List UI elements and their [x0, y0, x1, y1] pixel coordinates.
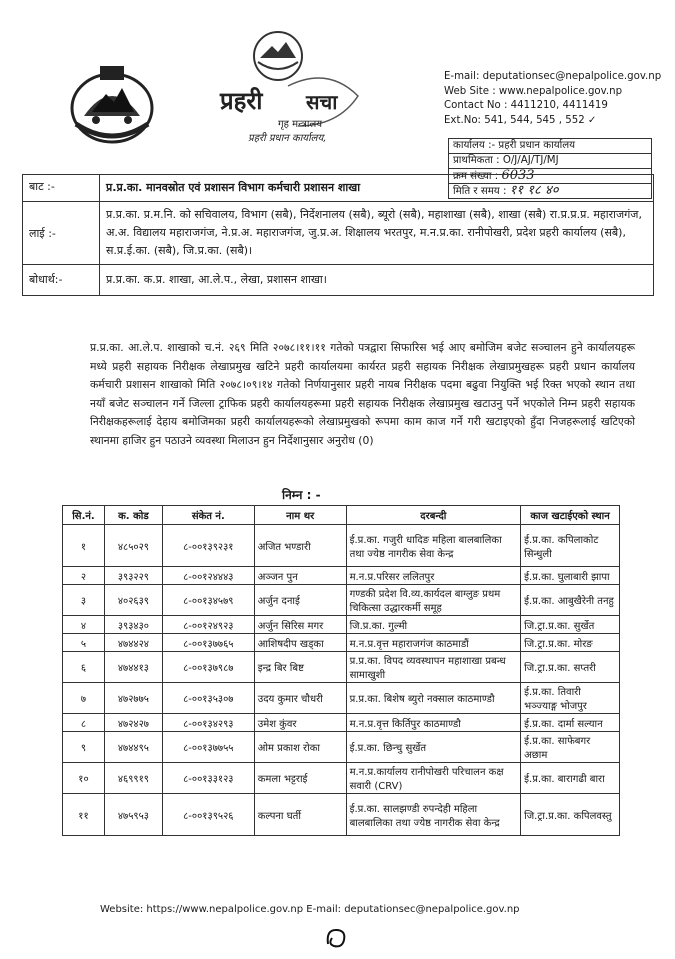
- cell-name: कल्पना घर्ती: [254, 794, 346, 836]
- signature-mark: [322, 924, 352, 954]
- to-row: [23, 201, 653, 264]
- stamp-office-text: प्रहरी प्रधान कार्यालय,: [248, 133, 327, 144]
- cell-darbandi: ई.प्र.का. गजुरी धादिङ महिला बालबालिका तथा ज्येष्ठ नागरीक सेवा केन्द्र: [346, 525, 521, 567]
- footer-text: Website: https://www.nepalpolice.gov.np E-mail: deputationsec@nepalpolice.gov.np: [100, 904, 520, 915]
- table-row: [63, 794, 620, 836]
- cell-name: आशिषदीप खड्का: [254, 634, 346, 652]
- cell-darbandi: म.न.प्र.परिसर ललितपुर: [346, 567, 521, 585]
- cell-sn: ७: [63, 683, 105, 714]
- cell-kaj: ई.प्र.का. आबुखैरेनी तनहु: [521, 585, 620, 616]
- cell-sanket: ८-००१३७९८७: [162, 652, 254, 683]
- table-row: [63, 567, 620, 585]
- cell-code: ४६९९१९: [104, 763, 162, 794]
- contact-info: [444, 70, 661, 128]
- priority-row: प्राथमिकता : O/J/AJ/TJ/MJ: [448, 153, 652, 168]
- from-row: [23, 175, 653, 201]
- table-header-row: [63, 506, 620, 525]
- cell-name: कमला भट्टराई: [254, 763, 346, 794]
- cell-code: ४७५९५३: [104, 794, 162, 836]
- cell-darbandi: गण्डकी प्रदेश वि.व्य.कार्यदल बाग्लुङ प्रथम चिकित्सा उद्धारकर्मी समूह: [346, 585, 521, 616]
- cell-code: ४०२६३९: [104, 585, 162, 616]
- table-row: [63, 616, 620, 634]
- cell-sn: १: [63, 525, 105, 567]
- cell-sanket: ८-००१३४५७९: [162, 585, 254, 616]
- cell-darbandi: ई.प्र.का. छिन्चु सुर्खेत: [346, 732, 521, 763]
- cell-name: अर्जुन सिरिस मगर: [254, 616, 346, 634]
- cell-name: अजित भण्डारी: [254, 525, 346, 567]
- date-value: ११ १८ ४०: [509, 183, 559, 198]
- body-paragraph: प्र.प्र.का. आ.ले.प. शाखाको च.नं. २६९ मिति २०७८।११।११ गतेको पत्रद्वारा सिफारिस भई आए बमोजिम बजेट सञ्चालन हुने कार्यालयहरू मध्ये प्रहरी सहायक निरीक्षक लेखाप्रमुख खटिने प्रहरी कार्यालयमा कार्यरत प्रहरी सहायक निरीक्षक लेखाप्रमुखहरू प्रहरी प्रधान कार्यालय कर्मचारी प्रशासन शाखाको मिति २०७८।०९।१४ गतेको निर्णयानुसार प्रहरी नायब निरीक्षक पदमा बढुवा नियुक्ति भई रिक्त भएको स्थान तथा नयाँ बजेट सञ्चालन गर्ने जिल्ला ट्राफिक प्रहरी कार्यालयहरूमा प्रहरी सहायक निरीक्षक लेखाप्रमुख खटाउनु पर्ने भएकोले निम्न प्रहरी सहायक निरीक्षकहरूलाई देहाय बमोजिमका प्रहरी कार्यालयहरूको लेखाप्रमुखको रूपमा काम काज गर्ने गरी खटाइएको हुँदा निजहरूलाई खटिएको स्थानमा हाजिर हुन पठाउने व्यवस्था मिलाउन हुन निर्देशानुसार अनुरोध (0): [90, 341, 635, 447]
- cell-sn: २: [63, 567, 105, 585]
- cell-kaj: जि.ट्रा.प्र.का. मोरङ: [521, 634, 620, 652]
- cell-sanket: ८-००१३३१२३: [162, 763, 254, 794]
- cell-sanket: ८-००१२४४४३: [162, 567, 254, 585]
- table-row: [63, 652, 620, 683]
- table-row: [63, 634, 620, 652]
- cell-kaj: जि.ट्रा.प्र.का. सुर्खेत: [521, 616, 620, 634]
- cell-kaj: जि.ट्रा.प्र.का. कपिलवस्तु: [521, 794, 620, 836]
- header-sn: सि.नं.: [63, 506, 105, 525]
- cell-sn: ४: [63, 616, 105, 634]
- nepal-emblem-logo: [66, 58, 158, 146]
- cell-kaj: ई.प्र.का. दार्मा सल्यान: [521, 714, 620, 732]
- cell-sanket: ८-००१३५३०७: [162, 683, 254, 714]
- cell-kaj: ई.प्र.का. तिवारी भञ्ज्याङ्ग भोजपुर: [521, 683, 620, 714]
- header-sanket: संकेत नं.: [162, 506, 254, 525]
- stamp-police-text: प्रहरी: [220, 87, 263, 115]
- cell-sanket: ८-००१३४२९३: [162, 714, 254, 732]
- cell-sn: ११: [63, 794, 105, 836]
- cell-darbandi: प्र.प्र.का. विपद व्यवस्थापन महाशाखा प्रबन्ध सामाखुशी: [346, 652, 521, 683]
- cell-code: ४७२७७५: [104, 683, 162, 714]
- address-box: [22, 174, 654, 296]
- contact-website: Web Site : www.nepalpolice.gov.np: [444, 85, 623, 97]
- deputation-table: [62, 505, 620, 836]
- date-label: मिति र समय :: [453, 186, 507, 197]
- cell-darbandi: म.न.प्र.कार्यालय रानीपोखरी परिचालन कक्ष सवारी (CRV): [346, 763, 521, 794]
- cell-kaj: जि.ट्रा.प्र.का. सप्तरी: [521, 652, 620, 683]
- cell-sanket: ८-००१२४९२३: [162, 616, 254, 634]
- serial-value: 6033: [501, 168, 535, 183]
- cell-sn: ९: [63, 732, 105, 763]
- to-value: प्र.प्र.का. प्र.म.नि. को सचिवालय, विभाग (सबै), निर्देशनालय (सबै), ब्यूरो (सबै), महाशाखा (सबै), शाखा (सबै) रा.प्र.प्र.प्र. महाराजगंज, अ.अ. विद्यालय महाराजगंज, ने.प्र.अ. महाराजगंज, जु.प्र.अ. शिक्षालय भरतपुर, म.न.प्र.का. रानीपोखरी, प्रदेश प्रहरी कार्यालय (सबै), स.प्र.ई.का. (सबै), जि.प्र.का. (सबै)।: [106, 208, 642, 257]
- cell-sn: ६: [63, 652, 105, 683]
- table-row: [63, 714, 620, 732]
- cell-name: उमेश कुंवर: [254, 714, 346, 732]
- cell-sanket: ८-००१३९२३१: [162, 525, 254, 567]
- cell-sn: ५: [63, 634, 105, 652]
- table-row: [63, 763, 620, 794]
- header-darbandi: दरबन्दी: [346, 506, 521, 525]
- table-row: [63, 585, 620, 616]
- serial-label: क्रम संख्या :: [453, 171, 499, 182]
- cell-code: ३९३२२९: [104, 567, 162, 585]
- from-value: प्र.प्र.का. मानवस्रोत एवं प्रशासन विभाग कर्मचारी प्रशासन शाखा: [106, 181, 361, 194]
- header-code: क. कोड: [104, 506, 162, 525]
- cell-sn: ८: [63, 714, 105, 732]
- nimn-heading: निम्न : -: [282, 488, 321, 502]
- cell-kaj: ई.प्र.का. साफेबगर अछाम: [521, 732, 620, 763]
- cell-name: अञ्जन पुन: [254, 567, 346, 585]
- cell-darbandi: प्र.प्र.का. बिशेष ब्युरो नक्साल काठमाण्डौ: [346, 683, 521, 714]
- office-row: कार्यालय :- प्रहरी प्रधान कार्यालय: [448, 138, 652, 153]
- table-row: [63, 525, 620, 567]
- cc-value: प्र.प्र.का. क.प्र. शाखा, आ.ले.प., लेखा, प्रशासन शाखा।: [106, 273, 327, 286]
- cell-name: इन्द्र बिर बिष्ट: [254, 652, 346, 683]
- cell-code: ४७४४१३: [104, 652, 162, 683]
- cell-darbandi: ई.प्र.का. सालझण्डी रुपन्देही महिला बालबालिका तथा ज्येष्ठ नागरीक सेवा केन्द्र: [346, 794, 521, 836]
- cell-sanket: ८-००१३७७५५: [162, 732, 254, 763]
- contact-number: Contact No : 4411210, 4411419: [444, 100, 608, 112]
- nepal-police-stamp-logo: [218, 26, 368, 146]
- cell-darbandi: जि.प्र.का. गुल्मी: [346, 616, 521, 634]
- table-row: [63, 732, 620, 763]
- cc-row: [23, 264, 653, 295]
- cell-darbandi: म.न.प्र.वृत्त किर्तिपुर काठमाण्डौ: [346, 714, 521, 732]
- from-label: बाट :-: [23, 175, 100, 201]
- contact-email: E-mail: deputationsec@nepalpolice.gov.np: [444, 71, 662, 82]
- cell-name: उदय कुमार चौधरी: [254, 683, 346, 714]
- contact-ext: Ext.No: 541, 544, 545 , 552 ✓: [444, 114, 597, 126]
- cell-sn: १०: [63, 763, 105, 794]
- cell-code: ४८५०२९: [104, 525, 162, 567]
- table-row: [63, 683, 620, 714]
- cc-label: बोधार्थ:-: [23, 265, 100, 295]
- cell-code: ३९३४३०: [104, 616, 162, 634]
- cell-code: ४७४४९५: [104, 732, 162, 763]
- cell-darbandi: म.न.प्र.वृत्त महाराजगंज काठमाडौं: [346, 634, 521, 652]
- cell-sanket: ८-००१३७७६५: [162, 634, 254, 652]
- cell-kaj: ई.प्र.का. कपिलाकोट सिन्धुली: [521, 525, 620, 567]
- header-name: नाम थर: [254, 506, 346, 525]
- cell-name: अर्जुन दनाई: [254, 585, 346, 616]
- stamp-gri-text: गृह मन्त्रालय: [278, 119, 323, 130]
- cell-code: ४७२४२७: [104, 714, 162, 732]
- cell-kaj: ई.प्र.का. घुलाबारी झापा: [521, 567, 620, 585]
- cell-kaj: ई.प्र.का. बारागढी बारा: [521, 763, 620, 794]
- cell-name: ओम प्रकाश रोका: [254, 732, 346, 763]
- cell-sanket: ८-००१३९५२६: [162, 794, 254, 836]
- cell-code: ४७४४२४: [104, 634, 162, 652]
- to-label: लाई :-: [23, 202, 100, 264]
- stamp-sacha-text: सचा: [306, 90, 338, 114]
- cell-sn: ३: [63, 585, 105, 616]
- header-kaj: काज खटाईएको स्थान: [521, 506, 620, 525]
